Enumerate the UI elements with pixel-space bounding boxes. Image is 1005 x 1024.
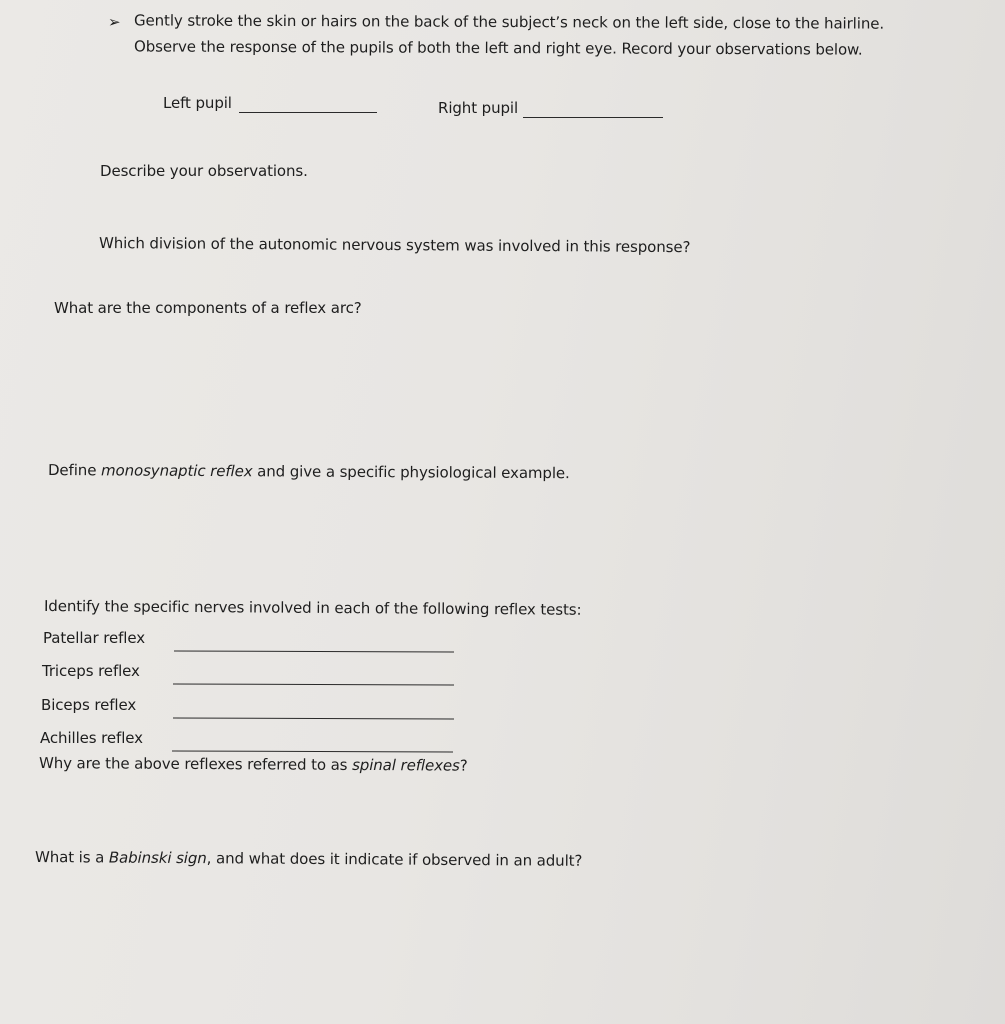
reflex-label-achilles: Achilles reflex (40, 729, 143, 747)
question-reflex-arc: What are the components of a reflex arc? (54, 299, 362, 317)
spinal-prefix: Why are the above reflexes referred to as (38, 754, 353, 774)
mono-suffix: and give a specific physiological example. (252, 462, 570, 483)
question-autonomic-division: Which division of the autonomic nervous system was involved in this response? (98, 234, 691, 257)
arrow-bullet-icon: ➢ (108, 13, 121, 31)
mono-prefix: Define (47, 461, 102, 480)
reflex-label-patellar: Patellar reflex (43, 629, 145, 647)
biceps-answer-line[interactable] (173, 718, 454, 720)
triceps-answer-line[interactable] (173, 684, 454, 686)
question-monosynaptic-reflex (48, 460, 570, 483)
babinski-term: Babinski sign (108, 848, 207, 868)
left-pupil-answer-line[interactable] (239, 112, 377, 113)
babinski-prefix: What is a (34, 848, 109, 867)
question-identify-nerves: Identify the specific nerves involved in each of the following reflex tests: (43, 597, 582, 619)
spinal-term: spinal reflexes (352, 755, 460, 775)
achilles-answer-line[interactable] (172, 751, 453, 753)
question-describe-observations: Describe your observations. (100, 162, 308, 180)
instruction-line-1: Gently stroke the skin or hairs on the back of the subject’s neck on the left side, close to the hairline. (133, 11, 885, 33)
left-pupil-label: Left pupil (163, 94, 232, 112)
mono-term: monosynaptic reflex (100, 461, 253, 481)
reflex-label-biceps: Biceps reflex (41, 696, 137, 714)
patellar-answer-line[interactable] (174, 651, 454, 653)
instruction-line-2: Observe the response of the pupils of both the left and right eye. Record your observations below. (133, 37, 863, 59)
babinski-suffix: , and what does it indicate if observed in an adult? (206, 849, 583, 870)
question-babinski-sign (35, 847, 582, 871)
right-pupil-answer-line[interactable] (523, 117, 663, 118)
reflex-label-triceps: Triceps reflex (42, 662, 140, 680)
question-spinal-reflexes (39, 753, 468, 776)
right-pupil-label: Right pupil (438, 99, 519, 117)
spinal-suffix: ? (459, 756, 468, 775)
